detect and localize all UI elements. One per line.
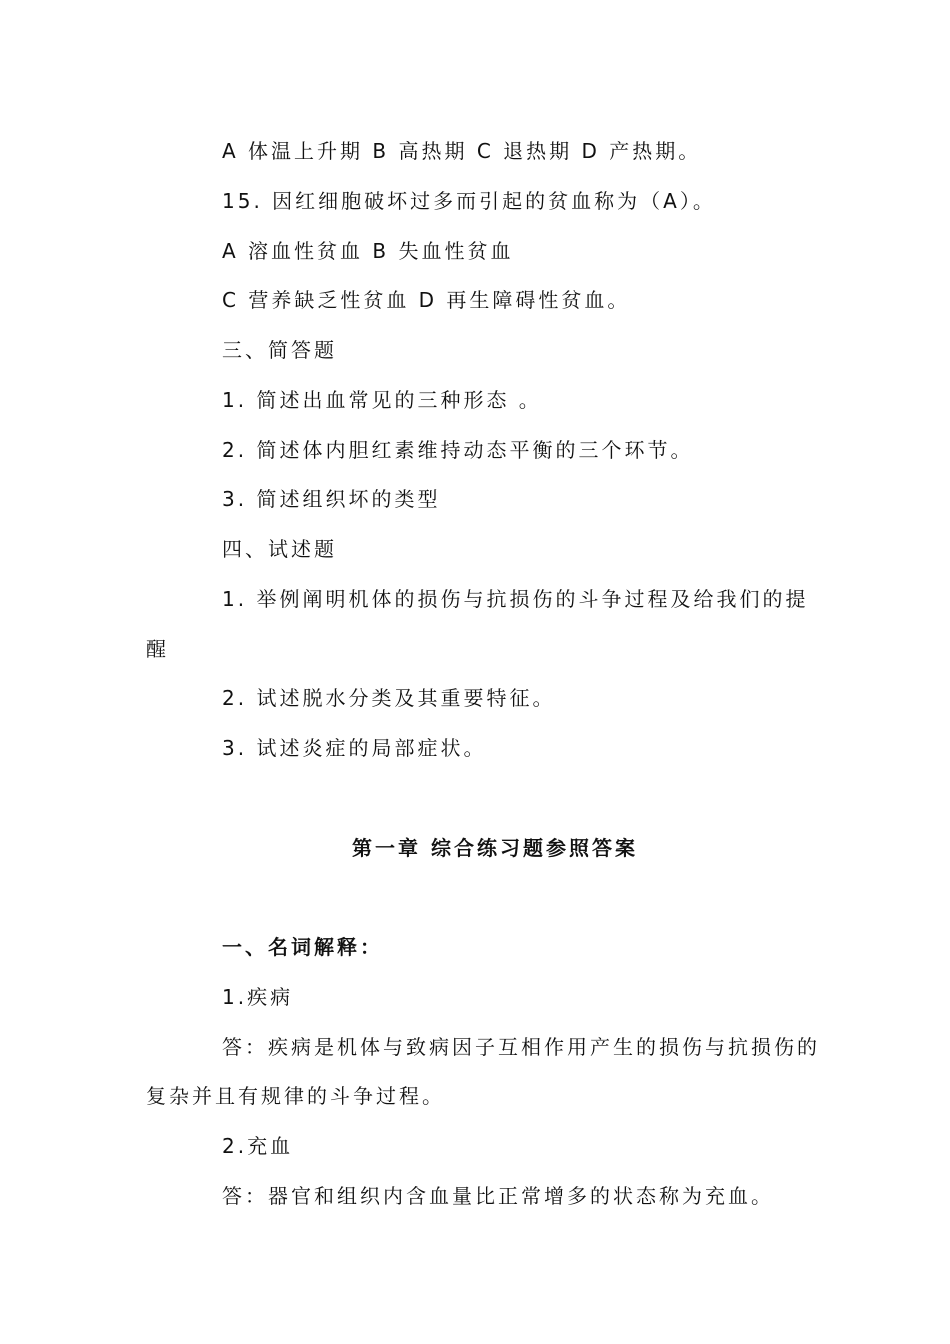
section-4-question-3: 3. 试述炎症的局部症状。 xyxy=(222,736,487,760)
section-4-question-1: 1. 举例阐明机体的损伤与抗损伤的斗争过程及给我们的提 xyxy=(222,587,809,611)
section-3-question-1: 1. 简述出血常见的三种形态 。 xyxy=(222,388,542,412)
section-4-question-1-continued: 醒 xyxy=(146,637,169,661)
q14-options: A 体温上升期 B 高热期 C 退热期 D 产热期。 xyxy=(222,139,702,163)
term-1: 1.疾病 xyxy=(222,985,294,1009)
term-2: 2.充血 xyxy=(222,1134,294,1158)
q15-options-cd: C 营养缺乏性贫血 D 再生障碍性贫血。 xyxy=(222,288,631,312)
question-15: 15. 因红细胞破坏过多而引起的贫血称为（A）。 xyxy=(222,189,716,213)
section-4-title: 四、试述题 xyxy=(222,537,337,561)
answer-section-1-title: 一、名词解释： xyxy=(222,935,383,959)
answer-heading: 第一章 综合练习题参照答案 xyxy=(352,836,638,860)
section-4-question-2: 2. 试述脱水分类及其重要特征。 xyxy=(222,686,556,710)
term-1-answer: 答：疾病是机体与致病因子互相作用产生的损伤与抗损伤的 xyxy=(222,1035,820,1059)
q15-options-ab: A 溶血性贫血 B 失血性贫血 xyxy=(222,239,514,263)
term-2-answer: 答：器官和组织内含血量比正常增多的状态称为充血。 xyxy=(222,1184,774,1208)
section-3-question-2: 2. 简述体内胆红素维持动态平衡的三个环节。 xyxy=(222,438,694,462)
section-3-title: 三、简答题 xyxy=(222,338,337,362)
section-3-question-3: 3. 简述组织坏的类型 xyxy=(222,487,441,511)
term-1-answer-continued: 复杂并且有规律的斗争过程。 xyxy=(146,1084,445,1108)
